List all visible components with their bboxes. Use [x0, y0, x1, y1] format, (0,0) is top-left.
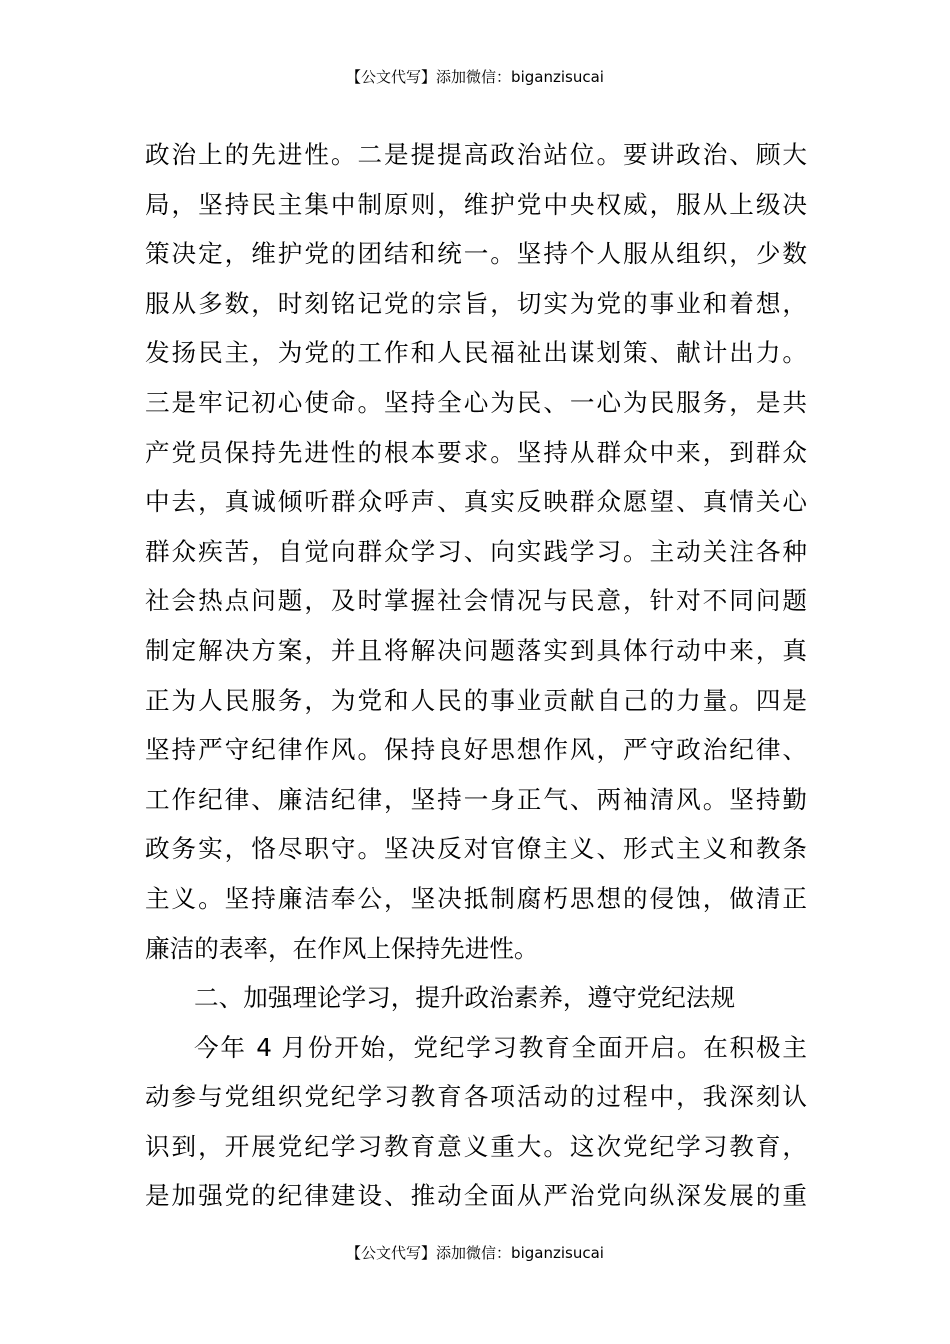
- text-line: 坚持严守纪律作风。保持良好思想作风，严守政治纪律、: [145, 735, 807, 765]
- text-line: 动参与党组织党纪学习教育各项活动的过程中，我深刻认: [145, 1082, 807, 1112]
- page-footer: 【公文代写】添加微信：biganzisucai: [346, 1244, 604, 1262]
- text-line: 主义。坚持廉洁奉公，坚决抵制腐朽思想的侵蚀，做清正: [145, 883, 807, 913]
- text-line: 策决定，维护党的团结和统一。坚持个人服从组织，少数: [145, 239, 807, 269]
- text-line: 识到，开展党纪学习教育意义重大。这次党纪学习教育，: [145, 1131, 807, 1161]
- text-line: 今年 4 月份开始，党纪学习教育全面开启。在积极主: [194, 1032, 807, 1062]
- text-line: 是加强党的纪律建设、推动全面从严治党向纵深发展的重: [145, 1181, 807, 1211]
- text-line: 服从多数，时刻铭记党的宗旨，切实为党的事业和着想，: [145, 288, 807, 318]
- page-header: 【公文代写】添加微信：biganzisucai: [346, 68, 604, 86]
- text-line: 中去，真诚倾听群众呼声、真实反映群众愿望、真情关心: [145, 487, 807, 517]
- text-line: 政务实，恪尽职守。坚决反对官僚主义、形式主义和教条: [145, 834, 807, 864]
- text-line: 三是牢记初心使命。坚持全心为民、一心为民服务，是共: [145, 387, 807, 417]
- text-line: 产党员保持先进性的根本要求。坚持从群众中来，到群众: [145, 437, 807, 467]
- text-line: 政治上的先进性。二是提提高政治站位。要讲政治、顾大: [145, 140, 807, 169]
- text-line: 群众疾苦，自觉向群众学习、向实践学习。主动关注各种: [145, 536, 807, 566]
- text-line: 正为人民服务，为党和人民的事业贡献自己的力量。四是: [145, 685, 807, 715]
- text-line: 发扬民主，为党的工作和人民福祉出谋划策、献计出力。: [145, 338, 807, 368]
- text-line: 局，坚持民主集中制原则，维护党中央权威，服从上级决: [145, 189, 807, 219]
- text-line: 社会热点问题，及时掌握社会情况与民意，针对不同问题: [145, 586, 807, 616]
- text-line: 二、加强理论学习，提升政治素养，遵守党纪法规: [194, 983, 736, 1013]
- document-body: [145, 130, 807, 1221]
- text-line: 工作纪律、廉洁纪律，坚持一身正气、两袖清风。坚持勤: [145, 784, 807, 814]
- text-line: 制定解决方案，并且将解决问题落实到具体行动中来，真: [145, 635, 807, 665]
- text-line: 廉洁的表率，在作风上保持先进性。: [145, 933, 539, 963]
